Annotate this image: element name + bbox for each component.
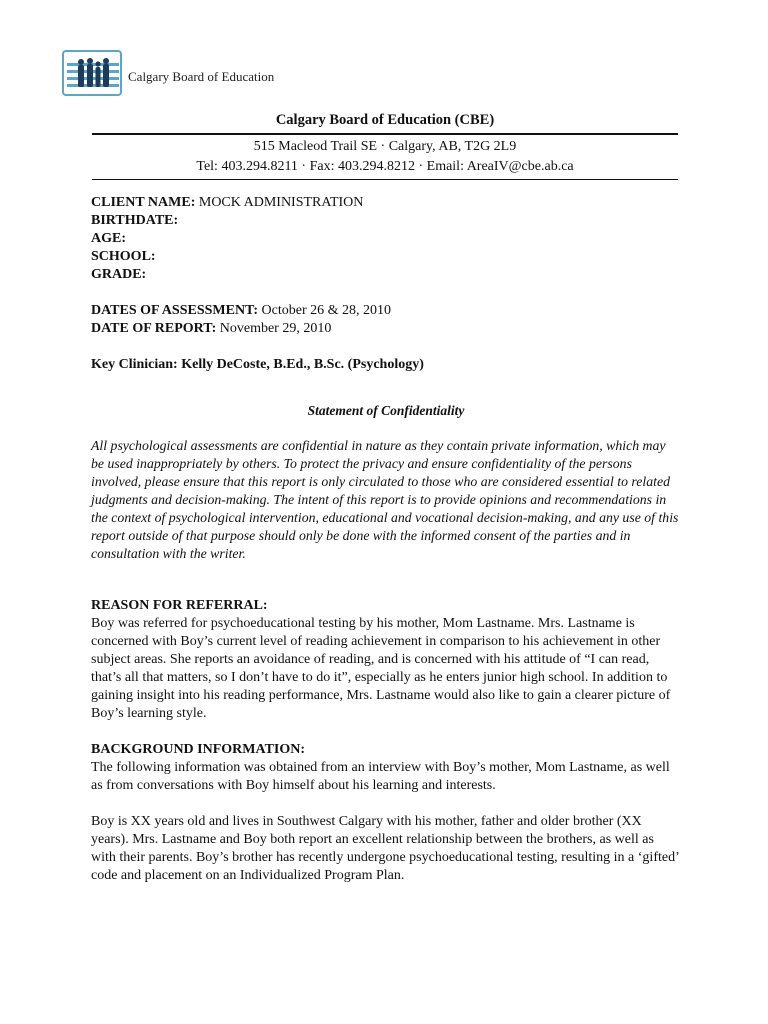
logo-text: Calgary Board of Education [128,69,275,84]
report-date-row [91,320,681,338]
cbe-logo [62,50,274,96]
report-body [91,194,681,885]
report-date-label: DATE OF REPORT: [91,321,217,336]
background-paragraph: The following information was obtained from an interview with Boy’s mother, Mom Lastname, as well as from conversations with Boy himself about his learning and interests. [91,760,670,793]
assessment-dates-row [91,302,681,320]
key-clinician: Key Clinician: Kelly DeCoste, B.Ed., B.Sc. (Psychology) [91,357,424,372]
report-date-value: November 29, 2010 [216,321,332,336]
spacer [91,338,681,356]
assessment-dates-label: DATES OF ASSESSMENT: [91,303,259,318]
letterhead [92,110,678,182]
org-title: Calgary Board of Education (CBE) [275,112,495,128]
assessment-dates-value: October 26 & 28, 2010 [258,303,391,318]
referral-text: Boy was referred for psychoeducational testing by his mother, Mom Lastname. Mrs. Lastname is concerned with Boy’s current level of reading achievement in comparison to his achievement in other subject areas. She reports an avoidance of reading, and is concerned with his attitude of “I can read, that’s all that matters, so I don’t have to do it”, especially as he enters junior high school. In addition to gaining insight into his reading performance, Mrs. Lastname would also like to gain a clearer picture of Boy’s learning style. [91,616,671,721]
org-address: 515 Macleod Trail SE · Calgary, AB, T2G 2L9 [253,139,517,154]
grade-label: GRADE: [91,267,147,282]
header-rule-bottom [92,179,678,180]
client-name-value: MOCK ADMINISTRATION [195,195,364,210]
birthdate-label: BIRTHDATE: [91,213,179,228]
background-paragraph: Boy is XX years old and lives in Southwest Calgary with his mother, father and older brother (XX years). Mrs. Lastname and Boy both report an excellent relationship between the brothers, as well as with their parents. Boy’s brother has recently undergone psychoeducational testing, resulting in a ‘gifted’ code and placement on an Individualized Program Plan. [91,814,679,883]
school-label: SCHOOL: [91,249,156,264]
confidentiality-title: Statement of Confidentiality [307,403,465,418]
client-name-label: CLIENT NAME: [91,195,196,210]
header-rule-top [92,133,678,135]
client-name-row [91,194,681,212]
spacer [91,284,681,302]
referral-heading: REASON FOR REFERRAL: [91,598,268,613]
org-contact: Tel: 403.294.8211 · Fax: 403.294.8212 · Email: AreaIV@cbe.ab.ca [196,159,574,174]
confidentiality-text: All psychological assessments are confidential in nature as they contain private information, which may be used inappropriately by others. To protect the privacy and ensure confidentiality of the persons involved, please ensure that this report is only circulated to those who are considered essential to related judgments and decision-making. The intent of this report is to provide opinions and recommendations in the context of psychological intervention, educational and vocational decision-making, and any use of this report outside of that purpose should only be done with the informed consent of the parties and in consultation with the writer. [91,438,679,561]
cbe-family-logo-icon [62,50,122,96]
background-heading: BACKGROUND INFORMATION: [91,742,306,757]
age-label: AGE: [91,231,126,246]
